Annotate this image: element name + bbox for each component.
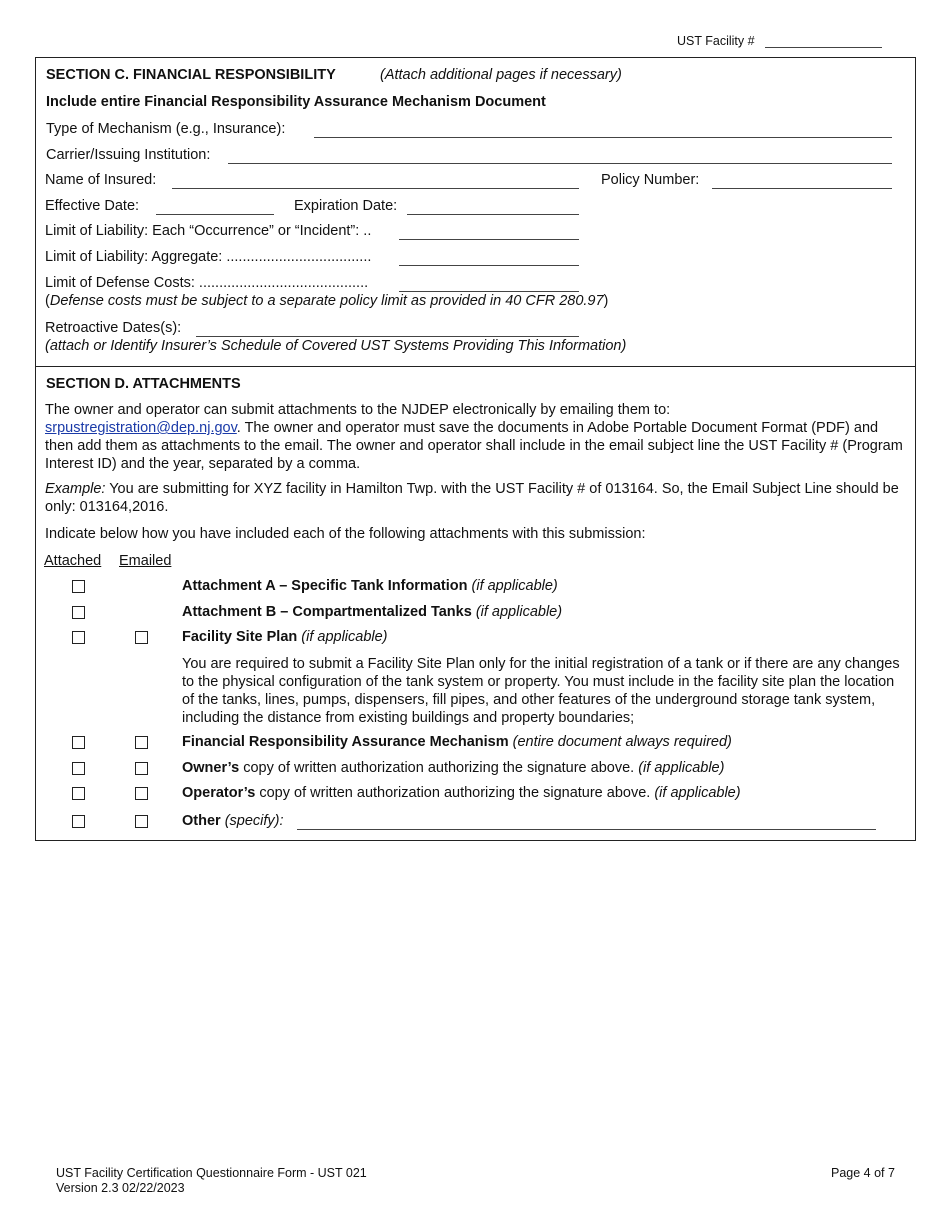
retroactive-label: Retroactive Dates(s): <box>45 320 182 336</box>
attachment-a-bold: Attachment A – Specific Tank Information <box>182 578 468 594</box>
operator-auth-bold: Operator’s <box>182 785 256 801</box>
intro-text-1: The owner and operator can submit attachments to the NJDEP electronically by emailing them to: <box>45 402 671 418</box>
attachment-b-attached-checkbox[interactable] <box>72 606 85 619</box>
owner-auth-attached-checkbox[interactable] <box>72 762 85 775</box>
fr-mechanism-bold: Financial Responsibility Assurance Mechanism <box>182 734 509 750</box>
owner-auth-rest: copy of written authorization authorizing the signature above. <box>239 760 635 776</box>
policy-number-field[interactable] <box>712 188 892 189</box>
site-plan-bold: Facility Site Plan <box>182 629 298 645</box>
retroactive-field[interactable] <box>196 336 579 337</box>
example-paragraph <box>45 480 910 516</box>
other-bold: Other <box>182 813 221 829</box>
example-text: You are submitting for XYZ facility in Hamilton Twp. with the UST Facility # of 013164. So, the Email Subject Line should be only: 013164,2016. <box>45 481 899 515</box>
operator-auth-label <box>182 785 741 801</box>
other-emailed-checkbox[interactable] <box>135 815 148 828</box>
name-of-insured-field[interactable] <box>172 188 579 189</box>
attachment-b-bold: Attachment B – Compartmentalized Tanks <box>182 604 472 620</box>
attachment-b-note: (if applicable) <box>471 604 563 620</box>
type-of-mechanism-label: Type of Mechanism (e.g., Insurance): <box>46 121 286 137</box>
operator-auth-emailed-checkbox[interactable] <box>135 787 148 800</box>
owner-auth-note: (if applicable) <box>634 760 725 776</box>
operator-auth-attached-checkbox[interactable] <box>72 787 85 800</box>
indicate-text: Indicate below how you have included each of the following attachments with this submission: <box>45 526 646 542</box>
include-doc-heading: Include entire Financial Responsibility Assurance Mechanism Document <box>46 94 546 110</box>
footer-page-number: Page 4 of 7 <box>831 1166 895 1180</box>
attachment-a-note: (if applicable) <box>467 578 558 594</box>
section-d-title: SECTION D. ATTACHMENTS <box>46 376 241 392</box>
section-c-title: SECTION C. FINANCIAL RESPONSIBILITY <box>46 67 336 83</box>
other-label <box>182 813 284 829</box>
owner-auth-emailed-checkbox[interactable] <box>135 762 148 775</box>
policy-number-label: Policy Number: <box>601 172 700 188</box>
section-divider <box>35 366 915 367</box>
facility-number-field[interactable] <box>765 47 882 48</box>
fr-mechanism-attached-checkbox[interactable] <box>72 736 85 749</box>
site-plan-emailed-checkbox[interactable] <box>135 631 148 644</box>
other-specify-field[interactable] <box>297 829 876 830</box>
site-plan-note: (if applicable) <box>297 629 388 645</box>
attachment-a-attached-checkbox[interactable] <box>72 580 85 593</box>
expiration-date-label: Expiration Date: <box>294 198 398 214</box>
column-attached: Attached <box>44 553 102 569</box>
site-plan-attached-checkbox[interactable] <box>72 631 85 644</box>
footer-form-name: UST Facility Certification Questionnaire Form - UST 021 <box>56 1166 367 1180</box>
defense-note <box>45 293 608 309</box>
operator-auth-note: (if applicable) <box>650 785 741 801</box>
limit-each-field[interactable] <box>399 239 579 240</box>
carrier-field[interactable] <box>228 163 892 164</box>
owner-auth-label <box>182 760 724 776</box>
section-c-note: (Attach additional pages if necessary) <box>380 67 622 83</box>
facility-number-label: UST Facility # <box>677 34 755 48</box>
effective-date-label: Effective Date: <box>45 198 140 214</box>
fr-mechanism-emailed-checkbox[interactable] <box>135 736 148 749</box>
operator-auth-rest: copy of written authorization authorizing the signature above. <box>255 785 651 801</box>
intro-text-2: . The owner and operator must save the documents in Adobe Portable Document Format (PDF) and then add them as attachments to the email. The owner and operator shall include in the email subject line the UST Facility # (Program Interest ID) and the year, separated by a comma. <box>45 420 903 472</box>
limit-aggregate-label: Limit of Liability: Aggregate: .................................... <box>45 249 372 265</box>
other-note: (specify): <box>220 813 284 829</box>
site-plan-label <box>182 629 388 645</box>
email-link[interactable]: srpustregistration@dep.nj.gov <box>45 420 237 436</box>
limit-each-label: Limit of Liability: Each “Occurrence” or “Incident”: .. <box>45 223 372 239</box>
column-emailed: Emailed <box>119 553 172 569</box>
other-attached-checkbox[interactable] <box>72 815 85 828</box>
defense-note-open: ( <box>45 293 50 309</box>
example-label: Example: <box>45 481 106 497</box>
attachment-a-label <box>182 578 558 594</box>
owner-auth-bold: Owner’s <box>182 760 240 776</box>
footer-version: Version 2.3 02/22/2023 <box>56 1181 185 1195</box>
defense-note-close: ) <box>603 293 609 309</box>
fr-mechanism-note: (entire document always required) <box>508 734 732 750</box>
effective-date-field[interactable] <box>156 214 274 215</box>
defense-note-text: Defense costs must be subject to a separate policy limit as provided in 40 CFR 280.97 <box>49 293 604 309</box>
limit-defense-field[interactable] <box>399 291 579 292</box>
name-of-insured-label: Name of Insured: <box>45 172 157 188</box>
limit-aggregate-field[interactable] <box>399 265 579 266</box>
type-of-mechanism-field[interactable] <box>314 137 892 138</box>
attachment-b-label <box>182 604 562 620</box>
expiration-date-field[interactable] <box>407 214 579 215</box>
section-d-intro <box>45 401 910 473</box>
site-plan-description: You are required to submit a Facility Site Plan only for the initial registration of a tank or if there are any changes to the physical configuration of the tank system or property. You must include in the facility site plan the location of the tanks, lines, pumps, dispensers, fill pipes, and other features of the underground storage tank system, including the distance from existing buildings and property boundaries; <box>182 656 900 726</box>
limit-defense-label: Limit of Defense Costs: .......................................... <box>45 275 369 291</box>
carrier-label: Carrier/Issuing Institution: <box>46 147 211 163</box>
retroactive-note: (attach or Identify Insurer’s Schedule of Covered UST Systems Providing This Information) <box>45 338 627 354</box>
fr-mechanism-label <box>182 734 732 750</box>
